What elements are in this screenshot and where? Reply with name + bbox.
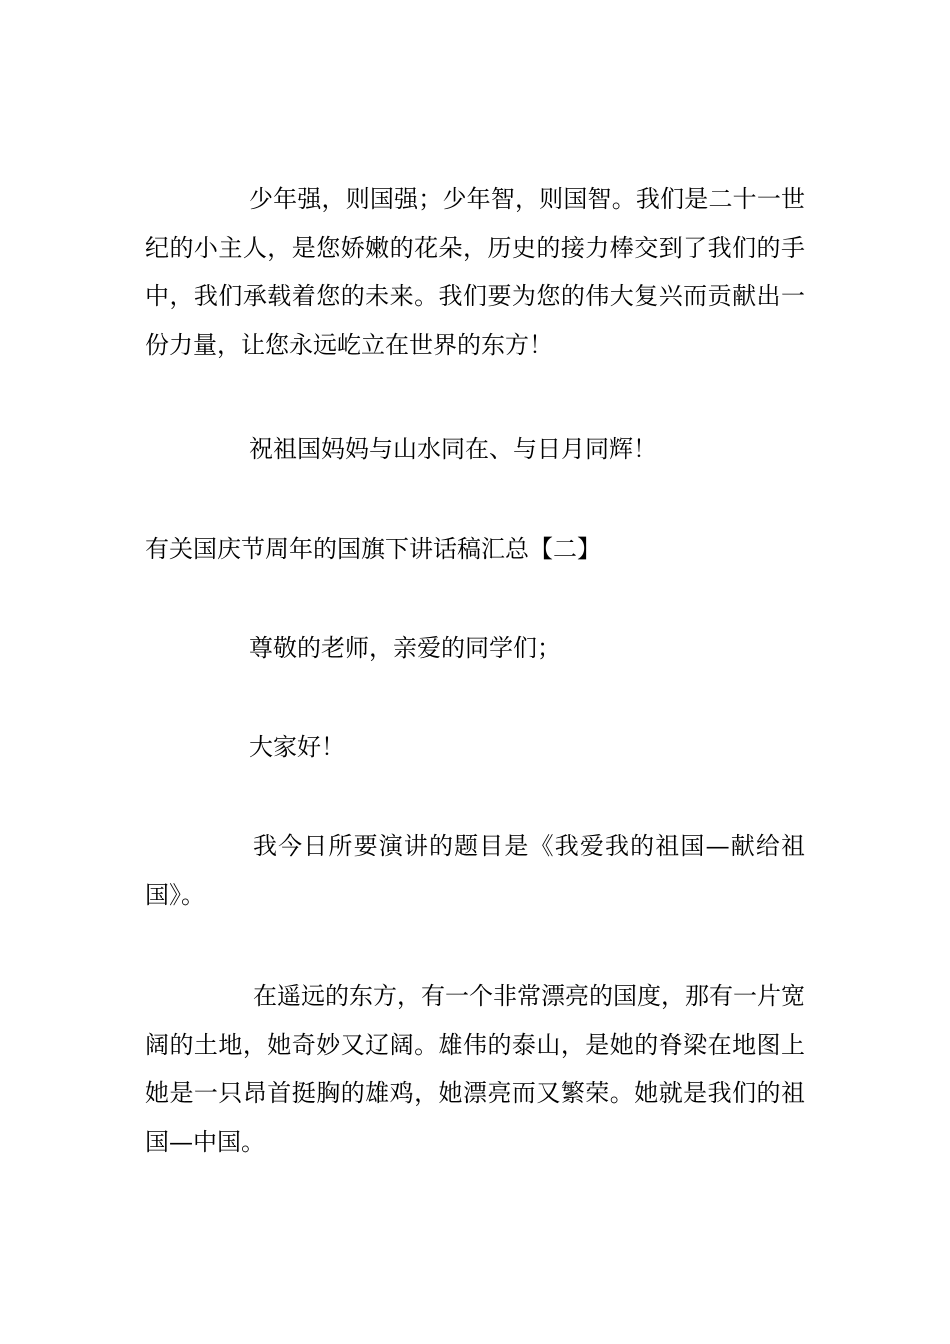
paragraph-youth-strong: 少年强，则国强；少年智，则国智。我们是二十一世纪的小主人，是您娇嫩的花朵，历史的接力棒交到了我们的手中，我们承载着您的未来。我们要为您的伟大复兴而贡献出一份力量，让您永远屹立在世界的东方！ bbox=[145, 185, 805, 359]
paragraph-blessing: 祝祖国妈妈与山水同在、与日月同辉！ bbox=[249, 435, 657, 463]
section-heading: 有关国庆节周年的国旗下讲话稿汇总【二】 bbox=[145, 535, 601, 563]
paragraph-distant-east: 在遥远的东方，有一个非常漂亮的国度，那有一片宽阔的土地，她奇妙又辽阔。雄伟的泰山，是她的脊梁在地图上她是一只昂首挺胸的雄鸡，她漂亮而又繁荣。她就是我们的祖国—中国。 bbox=[145, 982, 805, 1156]
paragraph-speech-title: 我今日所要演讲的题目是《我爱我的祖国—献给祖国》。 bbox=[145, 832, 805, 909]
paragraph-greeting: 大家好！ bbox=[249, 733, 345, 761]
paragraph-salutation: 尊敬的老师，亲爱的同学们； bbox=[249, 634, 561, 662]
